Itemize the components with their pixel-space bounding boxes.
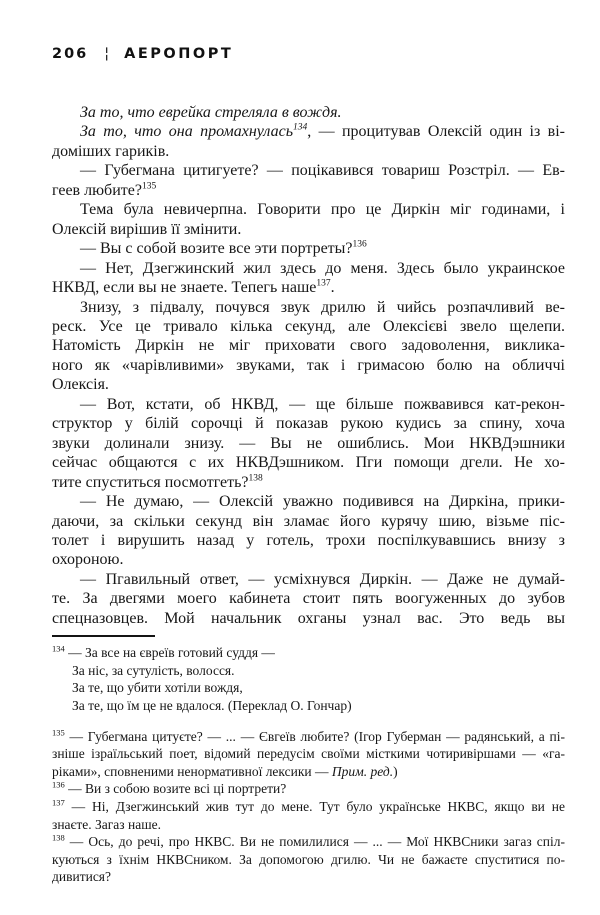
text-run: — Ні, Дзегжинський жив тут до мене. Тут було українське НКВС, якщо ви не [64, 798, 565, 814]
footnote-line [52, 644, 565, 662]
text-run: ного як «чарівливими» звуками, так і гримасою болю на обличчі [52, 356, 565, 374]
footnote-line [52, 728, 565, 746]
body-text-line [52, 161, 565, 180]
text-run: За то, что еврейка стреляла в вождя. [80, 104, 342, 121]
footnote-line [52, 745, 565, 763]
text-run: зніше ізраїльський поет, відомий передусім своїми місткими чотиривіршами — «га- [52, 746, 565, 762]
body-text-line [52, 142, 565, 161]
body-text-line [52, 375, 565, 394]
text-run: геев любите? [52, 181, 142, 199]
footnote-divider [52, 635, 155, 637]
text-run: Знизу, з підвалу, почувся звук дрилю й чийсь розпачливий ве- [80, 298, 565, 316]
footnote-ref: 134 [52, 643, 65, 654]
text-run: ) [393, 763, 398, 779]
text-run: звуки долинали знизу. — Вы не ошиблись. Мои НКВДэшники [52, 434, 565, 452]
text-run: доміших гариків. [52, 142, 170, 160]
body-text-line [52, 317, 565, 336]
footnote-ref: 136 [52, 779, 65, 790]
footnote-ref: 134 [292, 123, 308, 134]
text-run: — Ви з собою возите всі ці портрети? [64, 781, 287, 797]
body-text [52, 103, 565, 628]
running-header [52, 46, 565, 62]
text-run: — За все на євреїв готовий суддя — [64, 645, 275, 661]
text-run: Натомість Диркін не міг приховати свого задоволення, виклика- [52, 337, 565, 355]
body-text-line [52, 434, 565, 453]
body-text-line [52, 336, 565, 355]
body-text-line [52, 200, 565, 219]
book-title: АЕРОПОРТ [124, 46, 234, 62]
footnote-ref: 135 [52, 727, 65, 738]
footnote-line [52, 780, 565, 798]
text-run: За то, что она промахнулась [80, 123, 293, 141]
text-run: — Губегмана цитуєте? — ... — Євгеїв любите? (Ігор Губерман — радянський, а пі- [64, 728, 565, 744]
text-run: За те, що убити хотіли вождя, [72, 680, 243, 696]
text-run: даючи, за скільки секунд він зламає його курячу шию, візьме піс- [52, 512, 565, 530]
body-text-line [52, 589, 565, 608]
footnote-line [52, 833, 565, 851]
body-text-line [52, 122, 565, 141]
footnote-ref: 137 [52, 797, 65, 808]
body-text-line [52, 220, 565, 239]
body-text-line [52, 278, 565, 297]
footnote-line [52, 679, 565, 697]
text-run: — Нет, Дзегжинский жил здесь до меня. Здесь было украинское [80, 259, 565, 277]
body-text-line [52, 550, 565, 569]
footnote-line [52, 851, 565, 869]
text-run: . [330, 279, 335, 297]
text-run: За те, що їм це не вдалося. (Переклад О. Гончар) [72, 698, 352, 714]
text-run: Тема була невичерпна. Говорити про це Диркін міг годинами, і [80, 201, 565, 219]
body-text-line [52, 531, 565, 550]
text-run: За ніс, за сутулість, волосся. [72, 662, 235, 678]
text-run: толет і вирушить назад у готель, трохи поспілкувавшись внизу з [52, 531, 565, 549]
text-run: реск. Усе це тривало кілька секунд, але Олексієві звело щелепи. [52, 317, 565, 335]
text-run: дивитися? [52, 869, 112, 885]
footnote-ref: 137 [316, 278, 331, 289]
text-run: структор у білій сорочці й показав рукою кудись за спину, хоча [52, 415, 565, 433]
body-text-line [52, 473, 565, 492]
text-run: те. За двегями моего кабинета стоит пять воогуженных до зубов [52, 590, 565, 608]
text-run: — Губегмана цитигуете? — поцікавився товариш Розстріл. — Ев- [80, 162, 565, 180]
body-text-line [52, 259, 565, 278]
text-run: — Пгавильный ответ, — усміхнувся Диркін. — Даже не думай- [80, 570, 565, 588]
footnote-line [52, 816, 565, 834]
body-text-line [52, 356, 565, 375]
body-text-line [52, 492, 565, 511]
text-run: куються з їхнім НКВСником. За допомогою дгилю. Чи не бажаєте спуститися по- [52, 851, 565, 867]
body-text-line [52, 298, 565, 317]
text-run: — Вот, кстати, об НКВД, — ще більше пожвавився кат-рекон- [80, 395, 565, 413]
text-run: тите спуститься посмотгеть? [52, 473, 249, 491]
body-text-line [52, 181, 565, 200]
footnote-line [52, 662, 565, 680]
footnote-ref: 136 [352, 239, 367, 250]
text-run: Олексій вирішив її змінити. [52, 220, 242, 238]
body-text-line [52, 512, 565, 531]
text-run: спецназовцев. Мой начальник охганы узнал вас. Это ведь вы [52, 609, 565, 627]
footnote-line [52, 798, 565, 816]
body-text-line [52, 395, 565, 414]
footnote-ref: 138 [52, 832, 65, 843]
text-run: — Ось, до речі, про НКВС. Ви не помилилися — ... — Мої НКВСники загаз спіл- [64, 834, 565, 850]
body-text-line [52, 453, 565, 472]
body-text-line [52, 609, 565, 628]
text-run: — Не думаю, — Олексій уважно подивився на Диркіна, прики- [80, 493, 565, 511]
text-run: знаєте. Загаз наше. [52, 816, 161, 832]
body-text-line [52, 414, 565, 433]
text-run: , — процитував Олексій один із ві- [307, 123, 565, 141]
text-run: Олексія. [52, 376, 109, 394]
footnote-gap [52, 715, 565, 728]
text-run: — Вы с собой возите все эти портреты? [80, 240, 353, 258]
footnote-ref: 138 [248, 473, 263, 484]
footnote-line [52, 763, 565, 781]
body-text-line [52, 239, 565, 258]
footnote-ref: 135 [141, 181, 157, 192]
text-run: ріками», сповненими ненормативної лексики — [52, 763, 332, 779]
footnote-line [52, 697, 565, 715]
body-text-line [52, 570, 565, 589]
header-separator: ¦ [104, 45, 111, 63]
text-run: Прим. ред. [331, 763, 394, 779]
text-run: охороною. [52, 551, 124, 569]
text-run: НКВД, если вы не знаете. Тепегь наше [52, 279, 317, 297]
text-run: сейчас общаются с их НКВДэшником. Пги помощи дгели. Не хо- [52, 454, 565, 472]
footnotes [52, 644, 565, 886]
page-number: 206 [52, 46, 89, 62]
footnote-line [52, 868, 565, 886]
body-text-line [52, 103, 565, 122]
